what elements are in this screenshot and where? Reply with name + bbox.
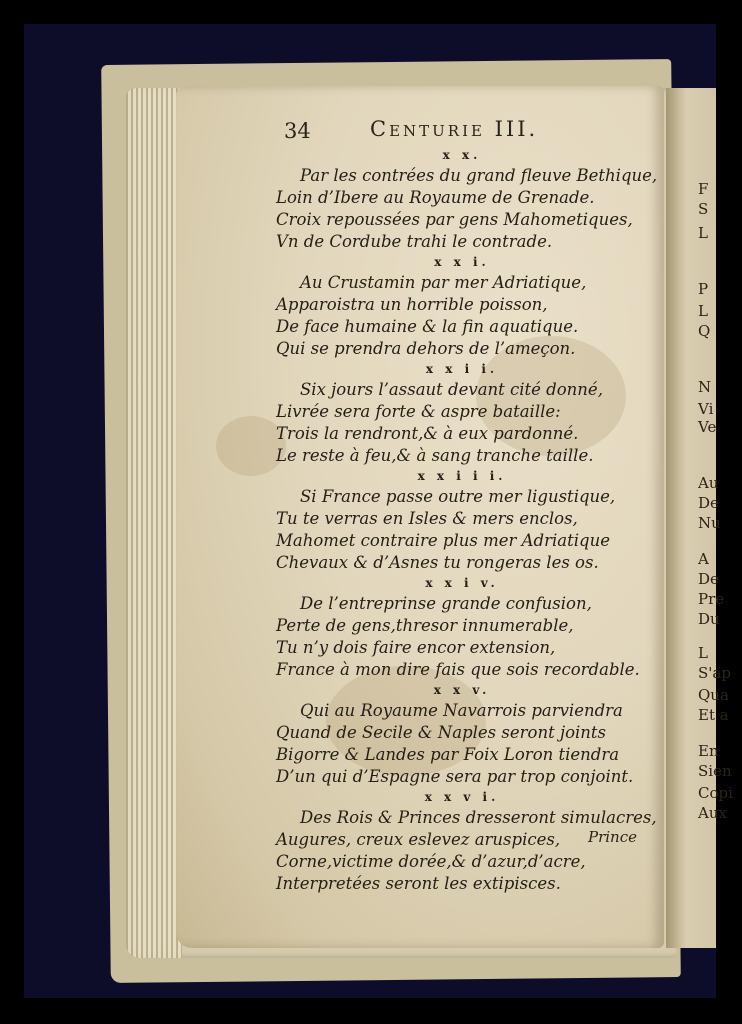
verse-line: D’un qui d’Espagne sera par trop conjoint.	[276, 767, 634, 786]
verse-line: De l’entreprinse grande confusion,	[300, 594, 592, 613]
verse-line: Croix repoussées par gens Mahometiques,	[276, 210, 633, 229]
verse-line: France à mon dire fais que sois recordable.	[276, 660, 640, 679]
facing-page-fragment: De	[698, 570, 719, 588]
verse-line: Mahomet contraire plus mer Adriatique	[276, 531, 610, 550]
verse-line: Qui se prendra dehors de l’ameçon.	[276, 339, 576, 358]
verse-line: Six jours l’assaut devant cité donné,	[300, 380, 603, 399]
page-number: 34	[284, 119, 311, 143]
facing-page-fragment: L	[698, 224, 708, 242]
verse-line: Loin d’Ibere au Royaume de Grenade.	[276, 188, 595, 207]
quatrain-number: x x v i.	[424, 790, 500, 804]
facing-page-fragment: Copi	[698, 784, 733, 802]
facing-page-fragment: Q	[698, 322, 711, 340]
facing-page-fragment: Pre	[698, 590, 725, 608]
quatrain-number: x x i v.	[425, 576, 499, 590]
facing-page-fragment: En	[698, 742, 719, 760]
facing-page-fragment: Du	[698, 610, 720, 628]
facing-page-fragment: S'ap	[698, 664, 731, 682]
verse-line: Vn de Cordube trahi le contrade.	[276, 232, 553, 251]
quatrain-number: x x i i i.	[417, 469, 507, 483]
verse-line: Bigorre & Landes par Foix Loron tiendra	[276, 745, 620, 764]
verse-line: Des Rois & Princes dresseront simulacres,	[300, 808, 657, 827]
facing-page-fragment: De	[698, 494, 719, 512]
facing-page-fragment: N	[698, 378, 712, 396]
quatrain-number: x x.	[442, 148, 482, 162]
facing-page-fragment: Qua	[698, 686, 729, 704]
facing-page-fragment: Au	[698, 474, 719, 492]
verse-line: Tu n’y dois faire encor extension,	[276, 638, 556, 657]
verse-line: Au Crustamin par mer Adriatique,	[300, 273, 587, 292]
catchword: Prince	[588, 828, 637, 846]
verse-line: Tu te verras en Isles & mers enclos,	[276, 509, 578, 528]
verse-line: Trois la rendront,& à eux pardonné.	[276, 424, 579, 443]
verse-line: Le reste à feu,& à sang tranche taille.	[276, 446, 594, 465]
verse-line: Interpretées seront les extipisces.	[276, 874, 561, 893]
facing-page-fragment: L	[698, 302, 708, 320]
running-head	[284, 117, 614, 143]
facing-page-fragment: Aux	[698, 804, 727, 822]
facing-page-fragment: L	[698, 644, 708, 662]
facing-page-fragment: Sien	[698, 762, 732, 780]
running-title: Centurie III.	[370, 117, 539, 141]
verse-line: Apparoistra un horrible poisson,	[276, 295, 548, 314]
verse-line: Livrée sera forte & aspre bataille:	[276, 402, 561, 421]
page-edges	[126, 88, 182, 958]
quatrains	[276, 146, 658, 895]
facing-page-fragment: Et a	[698, 706, 729, 724]
facing-page-fragment: Ve	[698, 418, 717, 436]
quatrain-number: x x i i.	[425, 362, 499, 376]
facing-page-fragment: Nu	[698, 514, 721, 532]
verse-line: Chevaux & d’Asnes tu rongeras les os.	[276, 553, 599, 572]
verse-line: Quand de Secile & Naples seront joints	[276, 723, 606, 742]
verse-line: Augures, creux eslevez aruspices,	[276, 830, 561, 849]
verse-line: Qui au Royaume Navarrois parviendra	[300, 701, 623, 720]
verse-line: Par les contrées du grand fleuve Bethique,	[300, 166, 658, 185]
facing-page-fragment: P	[698, 280, 709, 298]
quatrain-number: x x v.	[433, 683, 491, 697]
verse-line: De face humaine & la fin aquatique.	[276, 317, 579, 336]
verse-line: Si France passe outre mer ligustique,	[300, 487, 616, 506]
facing-page-fragment: A	[698, 550, 709, 568]
facing-page-fragment: Vi	[698, 400, 714, 418]
verse-line: Corne,victime dorée,& d’azur,d’acre,	[276, 852, 586, 871]
quatrain-number: x x i.	[434, 255, 490, 269]
facing-page-fragment: F	[698, 180, 709, 198]
facing-page-fragment: S	[698, 200, 709, 218]
verse-line: Perte de gens,thresor innumerable,	[276, 616, 574, 635]
